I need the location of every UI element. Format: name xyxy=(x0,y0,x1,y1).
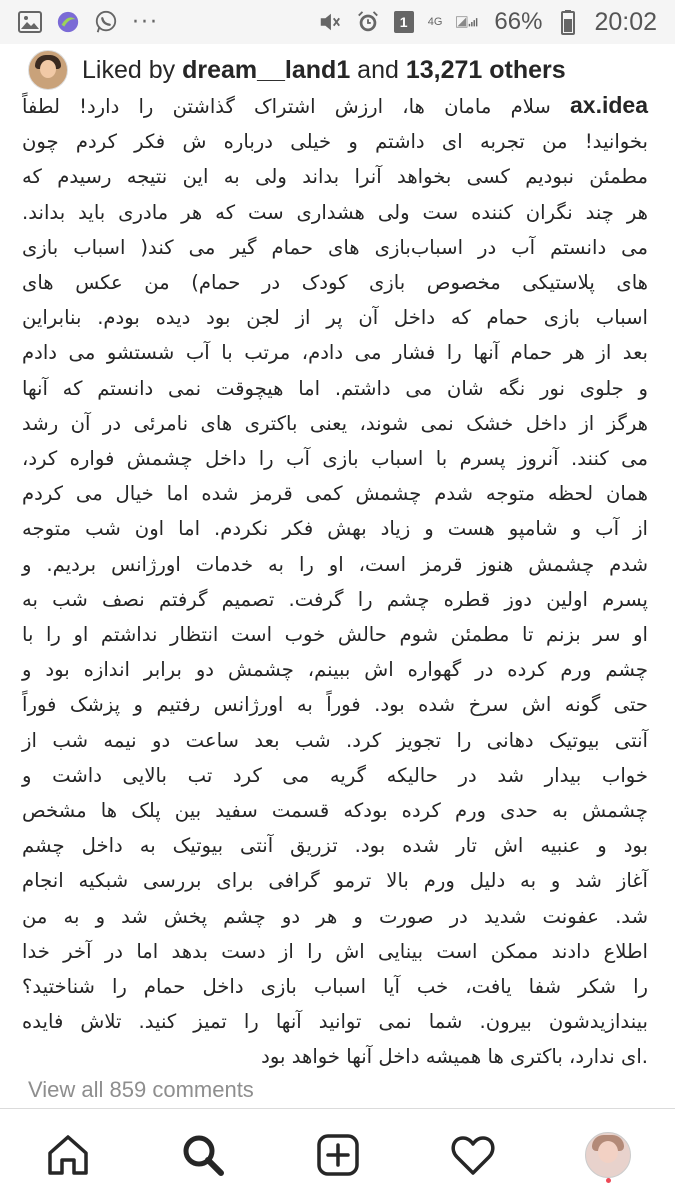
caption-line: چشمش به حدی ورم کرده بودکه قسمت سفید بین پلک ها مشخص xyxy=(22,799,648,823)
caption-line: همان لحظه متوجه شدم چشمش کمی قرمز شده اما خیال می کردم xyxy=(22,482,648,506)
battery-icon xyxy=(556,10,580,34)
caption-line: آنتی بیوتیک دهانی را تجویز کرد. شب بعد ساعت دو نیمه شب از xyxy=(22,728,648,752)
search-button[interactable] xyxy=(173,1125,233,1185)
activity-button[interactable] xyxy=(443,1125,503,1185)
liked-by-row[interactable] xyxy=(28,50,566,90)
status-bar xyxy=(0,0,675,44)
liked-by-text[interactable] xyxy=(82,56,566,85)
caption-line: .ای ندارد، باکتری ها همیشه داخل آنها خواهد بود xyxy=(261,1045,648,1069)
status-bar-left xyxy=(18,10,159,35)
caption-line: بود و عنبیه اش تار شده بود. تزریق آنتی بیوتیک به داخل چشم xyxy=(22,834,648,858)
profile-avatar xyxy=(585,1132,631,1178)
notification-badge: 1 xyxy=(394,11,414,33)
gallery-icon xyxy=(18,10,42,34)
clock-time: 20:02 xyxy=(594,7,657,36)
status-bar-right xyxy=(318,8,657,37)
caption-line: ax.idea سلام مامان ها، ارزش اشتراک گذاشتن را دارد! لطفاً xyxy=(22,92,648,118)
more-notifications: ··· xyxy=(132,9,159,35)
caption-username[interactable]: ax.idea xyxy=(570,92,648,118)
caption-line: بیندازیدشون بیرون. شما نمی توانید آنها را تمیز کنید. تلاش فایده xyxy=(22,1010,648,1034)
caption-line: اسباب بازی حمام که داخل آن پر از لجن بود دیده بودم. بنابراین xyxy=(22,306,648,330)
caption-line: پسرم اولین دوز قطره چشم را گرفت. تصمیم گرفتم نصف شب به xyxy=(22,587,648,611)
caption-line: خواب بیدار شد در حالیکه گریه می کرد تب بالایی داشت و xyxy=(22,763,648,787)
view-all-comments-link[interactable]: View all 859 comments xyxy=(28,1077,254,1102)
caption-line: اطلاع دادند ممکن است بینایی اش را از دست بدهد اما در آخر خدا xyxy=(22,939,648,963)
activity-heart-icon xyxy=(449,1132,497,1178)
post-caption xyxy=(22,88,648,1075)
caption-line: بعد از هر حمام آنها را فشار می دادم، مرتب با آب شستشو می دادم xyxy=(22,341,648,365)
liker-avatar[interactable] xyxy=(28,50,68,90)
whatsapp-icon xyxy=(94,10,118,34)
caption-line: هر چند نگران کننده ست ولی هشداری ست که هر مادری باید بداند. xyxy=(22,200,648,224)
liker-username[interactable]: dream__land1 xyxy=(182,55,351,84)
bottom-navigation xyxy=(0,1108,675,1200)
caption-line: می کنند. آنروز پسرم با اسباب بازی آب را داخل چشمش فواره کرد، xyxy=(22,447,648,471)
caption-line: بخوانید! من تجربه ای داشتم و خیلی درباره ش فکر کردم چون xyxy=(22,130,648,154)
home-button[interactable] xyxy=(38,1125,98,1185)
caption-line: شد. عفونت شدید در صورت و هر دو چشم پخش شد و به من xyxy=(22,904,648,928)
caption-line: او سر بزنم تا مطمئن شوم حالش خوب است انتظار نداشتم او را با xyxy=(22,623,648,647)
search-icon xyxy=(180,1132,226,1178)
caption-line: می دانستم آب در اسباب‌بازی های حمام گیر می کند( اسباب بازی xyxy=(22,235,648,259)
likes-count[interactable]: 13,271 others xyxy=(405,55,566,84)
home-icon xyxy=(45,1132,91,1178)
caption-line: های پلاستیکی مخصوص بازی کودک در حمام) من عکس های xyxy=(22,271,648,295)
caption-line: حتی گونه اش سرخ شده بود. فوراً به اورژانس رفتیم و پزشک فوراً xyxy=(22,693,648,717)
add-post-icon xyxy=(315,1132,361,1178)
caption-line: و جلوی نور نگه شان می داشتم. اما هیچوقت نمی دانستم که آنها xyxy=(22,376,648,400)
new-post-button[interactable] xyxy=(308,1125,368,1185)
caption-line: چشم ورم کرده در گهواره اش ببینم، چشمش دو برابر اندازه بود و xyxy=(22,658,648,682)
liked-prefix: Liked by xyxy=(82,55,176,84)
caption-line: از آب و شامپو هست و زیاد بهش فکر نکردم. اما اون شب متوجه xyxy=(22,517,648,541)
caption-line: هرگز از داخل خشک نمی شوند، یعنی باکتری های نامرئی در آن رشد xyxy=(22,411,648,435)
mute-icon xyxy=(318,10,342,34)
network-type: 4G xyxy=(427,15,443,28)
browser-icon xyxy=(56,10,80,34)
caption-line: آغاز شد و به دلیل ورم بالا ترمو گرافی برای بررسی شبکیه انجام xyxy=(22,869,648,893)
alarm-icon xyxy=(356,10,380,34)
profile-notification-dot xyxy=(606,1178,611,1183)
battery-percent: 66% xyxy=(494,8,543,35)
caption-line: را شکر شفا یافت، خب آیا اسباب بازی داخل حمام را شناختید؟ xyxy=(22,975,648,999)
profile-button[interactable] xyxy=(578,1125,638,1185)
caption-line: مطمئن نبودیم کسی بخواهد آنرا بداند ولی به این نتیجه رسیدم که xyxy=(22,165,648,189)
caption-line: شدم چشمش هنوز قرمز است، او را به خدمات اورژانس بردیم. و xyxy=(22,552,648,576)
signal-icon xyxy=(456,10,480,34)
liked-middle: and xyxy=(357,55,399,84)
